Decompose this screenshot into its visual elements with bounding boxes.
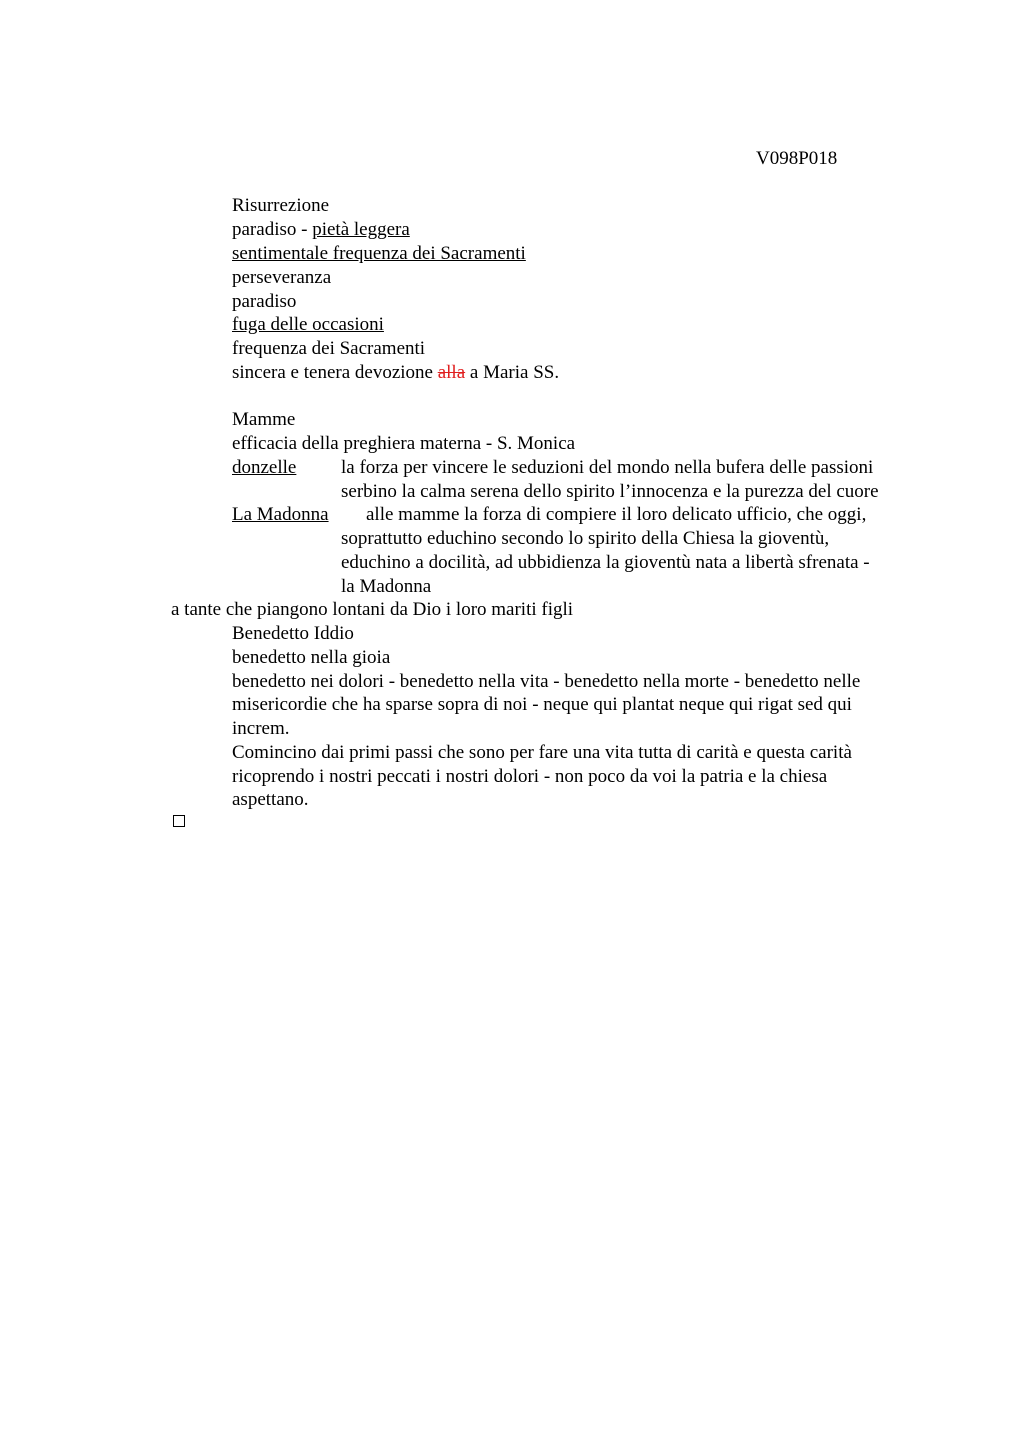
text-line — [232, 218, 410, 242]
text-line: ricoprendo i nostri peccati i nostri dolori - non poco da voi la patria e la chiesa — [232, 766, 828, 787]
text-line: Comincino dai primi passi che sono per fare una vita tutta di carità e questa carità — [232, 742, 852, 763]
text-line: misericordie che ha sparse sopra di noi - neque qui plantat neque qui rigat sed qui — [232, 694, 852, 715]
text-span: sincera e tenera devozione — [232, 362, 438, 383]
text-line: aspettano. — [232, 789, 309, 810]
text-line: soprattutto educhino secondo lo spirito della Chiesa la gioventù, — [341, 528, 830, 549]
text-line: educhino a docilità, ad ubbidienza la gioventù nata a libertà sfrenata - — [341, 552, 870, 573]
text-line: a tante che piangono lontani da Dio i loro mariti figli — [171, 599, 574, 620]
text-line: Benedetto Iddio — [232, 623, 354, 644]
text-line: alle mamme la forza di compiere il loro delicato ufficio, che oggi, — [366, 504, 867, 525]
text-line: benedetto nella gioia — [232, 647, 391, 668]
text-line: Risurrezione — [232, 195, 330, 216]
text-line: increm. — [232, 718, 290, 739]
text-line: paradiso — [232, 291, 297, 312]
text-line: fuga delle occasioni — [232, 314, 384, 335]
struck-text: alla — [437, 362, 466, 383]
square-glyph — [173, 815, 185, 827]
text-line: la Madonna — [341, 576, 432, 597]
text-line — [232, 361, 559, 385]
margin-label: donzelle — [232, 457, 297, 478]
text-line: efficacia della preghiera materna - S. Monica — [232, 433, 576, 454]
text-line: serbino la calma serena dello spirito l’innocenza e la purezza del cuore — [341, 481, 879, 502]
page-id: V098P018 — [756, 148, 838, 169]
text-span: paradiso - — [232, 219, 313, 240]
underlined-text: pietà leggera — [312, 219, 410, 240]
text-line: la forza per vincere le seduzioni del mondo nella bufera delle passioni — [341, 457, 874, 478]
text-line: sentimentale frequenza dei Sacramenti — [232, 243, 526, 264]
text-line: frequenza dei Sacramenti — [232, 338, 426, 359]
text-span: a Maria SS. — [465, 362, 560, 383]
text-line: Mamme — [232, 409, 296, 430]
text-line: perseveranza — [232, 267, 332, 288]
margin-label: La Madonna — [232, 504, 329, 525]
text-line: benedetto nei dolori - benedetto nella vita - benedetto nella morte - benedetto nelle — [232, 671, 861, 692]
